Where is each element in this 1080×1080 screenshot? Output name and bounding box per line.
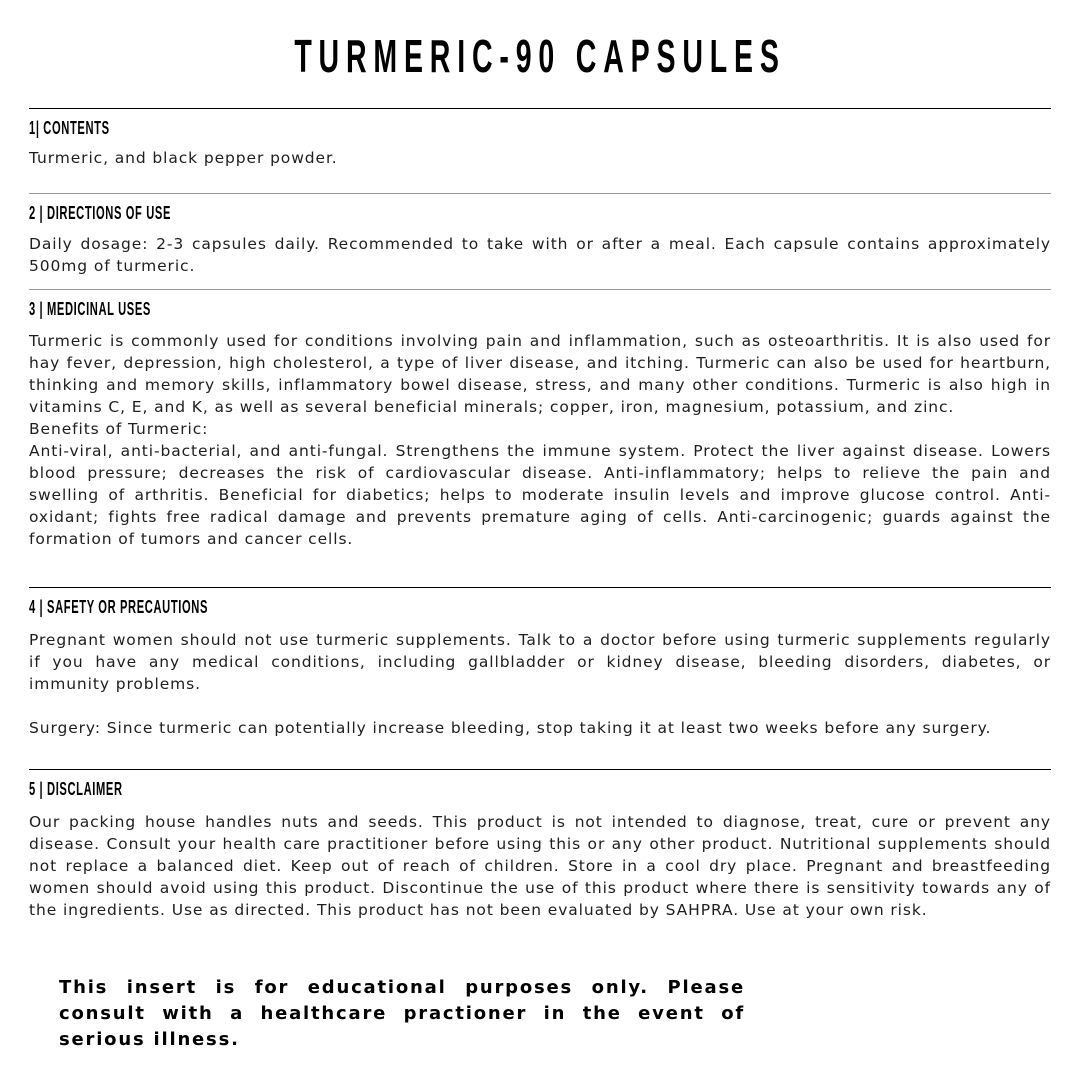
paragraph: Daily dosage: 2-3 capsules daily. Recommended to take with or after a meal. Each capsule contains approximately 500mg of turmeric. [29, 235, 1051, 275]
page-title: TURMERIC-90 CAPSULES [294, 30, 786, 82]
section-heading: 1| CONTENTS [29, 118, 110, 138]
footer-note: This insert is for educational purposes only. Please consult with a healthcare practioner in the event of serious illness. [59, 977, 745, 1050]
section-safety-or-precautions [29, 587, 1051, 739]
paragraph: Turmeric, and black pepper powder. [29, 149, 338, 167]
section-medicinal-uses [29, 289, 1051, 550]
paragraph: Anti-viral, anti-bacterial, and anti-fungal. Strengthens the immune system. Protect the liver against disease. Lowers blood pressure; decreases the risk of cardiovascular disease. Anti-inflammatory; helps to relieve the pain and swelling of arthritis. Beneficial for diabetics; helps to moderate insulin levels and improve glucose control. Anti-oxidant; fights free radical damage and prevents premature aging of cells. Anti-carcinogenic; guards against the formation of tumors and cancer cells. [29, 442, 1051, 548]
paragraph: Turmeric is commonly used for conditions involving pain and inflammation, such as osteoarthritis. It is also used for hay fever, depression, high cholesterol, a type of liver disease, and itching. Turmeric can also be used for heartburn, thinking and memory skills, inflammatory bowel disease, stress, and many other conditions. Turmeric is also high in vitamins C, E, and K, as well as several beneficial minerals; copper, iron, magnesium, potassium, and zinc. [29, 332, 1051, 416]
section-disclaimer [29, 769, 1051, 921]
section-heading: 3 | MEDICINAL USES [29, 299, 151, 319]
section-heading: 2 | DIRECTIONS OF USE [29, 203, 172, 223]
paragraph: Pregnant women should not use turmeric supplements. Talk to a doctor before using turmeric supplements regularly if you have any medical conditions, including gallbladder or kidney disease, bleeding disorders, diabetes, or immunity problems. [29, 631, 1051, 693]
section-body [29, 233, 1051, 277]
section-heading: 4 | SAFETY OR PRECAUTIONS [29, 597, 209, 617]
section-directions-of-use [29, 193, 1051, 277]
section-divider [29, 289, 1051, 290]
paragraph: Surgery: Since turmeric can potentially increase bleeding, stop taking it at least two weeks before any surgery. [29, 719, 992, 737]
section-divider [29, 108, 1051, 109]
section-body [29, 629, 1051, 739]
section-divider [29, 769, 1051, 770]
section-body [29, 147, 1051, 169]
paragraph: Our packing house handles nuts and seeds. This product is not intended to diagnose, treat, cure or prevent any disease. Consult your health care practitioner before using this or any other product. Nutritional supplements should not replace a balanced diet. Keep out of reach of children. Store in a cool dry place. Pregnant and breastfeeding women should avoid using this product. Discontinue the use of this product where there is sensitivity towards any of the ingredients. Use as directed. This product has not been evaluated by SAHPRA. Use at your own risk. [29, 813, 1051, 919]
section-divider [29, 587, 1051, 588]
section-divider [29, 193, 1051, 194]
section-heading: 5 | DISCLAIMER [29, 779, 123, 799]
paragraph: Benefits of Turmeric: [29, 420, 209, 438]
section-contents [29, 108, 1051, 169]
section-body [29, 811, 1051, 921]
section-body [29, 330, 1051, 550]
